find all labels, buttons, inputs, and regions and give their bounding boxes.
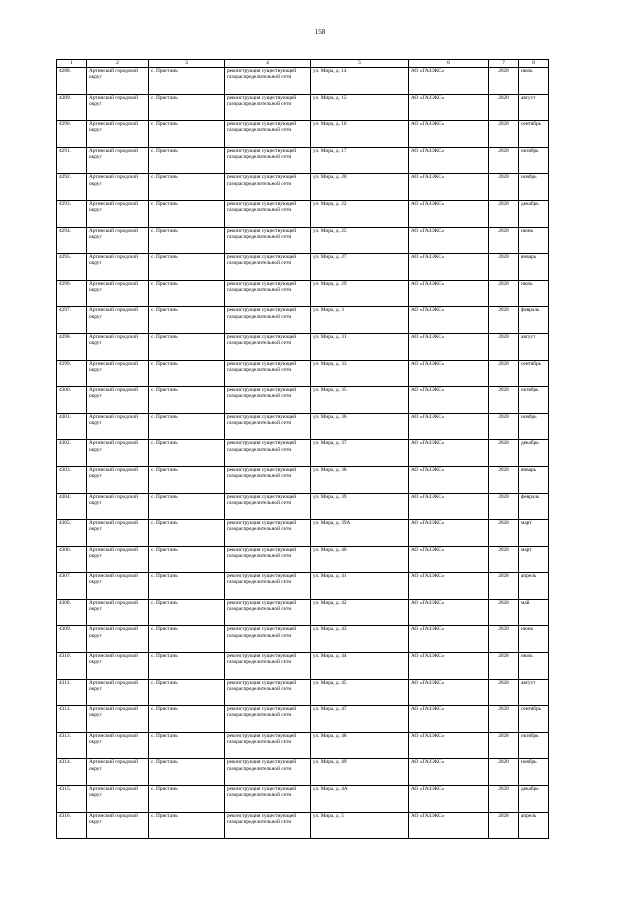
cell-row-number: 4296. [57, 280, 87, 307]
cell-settlement: с. Пристань [149, 732, 225, 759]
cell-municipality: Артинский городской округ [87, 520, 149, 547]
cell-municipality: Артинский городской округ [87, 307, 149, 334]
table-row [57, 653, 549, 680]
table-row [57, 94, 549, 121]
table-row [57, 599, 549, 626]
column-header-2: 2 [87, 60, 149, 68]
cell-settlement: с. Пристань [149, 147, 225, 174]
cell-settlement: с. Пристань [149, 280, 225, 307]
cell-row-number: 4301. [57, 413, 87, 440]
cell-row-number: 4314. [57, 759, 87, 786]
table-row [57, 333, 549, 360]
cell-municipality: Артинский городской округ [87, 732, 149, 759]
cell-row-number: 4305. [57, 520, 87, 547]
cell-organization: АО «ГАЗЭКС» [409, 732, 489, 759]
cell-work-type: реконструкция существующей газораспределительной сети [225, 307, 311, 334]
cell-address: ул. Мира, д. 14 [311, 68, 409, 95]
cell-address: ул. Мира, д. 31 [311, 333, 409, 360]
cell-organization: АО «ГАЗЭКС» [409, 786, 489, 813]
cell-address: ул. Мира, д. 47 [311, 706, 409, 733]
cell-year: 2028 [489, 466, 519, 493]
cell-month: июль [519, 68, 549, 95]
cell-month: март [519, 546, 549, 573]
cell-municipality: Артинский городской округ [87, 440, 149, 467]
table-row [57, 812, 549, 839]
cell-row-number: 4313. [57, 732, 87, 759]
table-row [57, 68, 549, 95]
cell-settlement: с. Пристань [149, 520, 225, 547]
cell-address: ул. Мира, д. 20 [311, 174, 409, 201]
cell-row-number: 4290. [57, 121, 87, 148]
cell-work-type: реконструкция существующей газораспределительной сети [225, 360, 311, 387]
cell-year: 2028 [489, 520, 519, 547]
cell-row-number: 4315. [57, 786, 87, 813]
cell-organization: АО «ГАЗЭКС» [409, 440, 489, 467]
cell-year: 2028 [489, 360, 519, 387]
cell-settlement: с. Пристань [149, 387, 225, 414]
cell-settlement: с. Пристань [149, 573, 225, 600]
cell-row-number: 4302. [57, 440, 87, 467]
cell-row-number: 4288. [57, 68, 87, 95]
cell-row-number: 4300. [57, 387, 87, 414]
table-row [57, 200, 549, 227]
cell-settlement: с. Пристань [149, 413, 225, 440]
cell-work-type: реконструкция существующей газораспределительной сети [225, 280, 311, 307]
cell-organization: АО «ГАЗЭКС» [409, 333, 489, 360]
cell-row-number: 4291. [57, 147, 87, 174]
cell-municipality: Артинский городской округ [87, 599, 149, 626]
cell-address: ул. Мира, д. 43 [311, 626, 409, 653]
cell-work-type: реконструкция существующей газораспределительной сети [225, 94, 311, 121]
cell-month: август [519, 94, 549, 121]
cell-settlement: с. Пристань [149, 626, 225, 653]
cell-work-type: реконструкция существующей газораспределительной сети [225, 68, 311, 95]
cell-organization: АО «ГАЗЭКС» [409, 307, 489, 334]
table-body [57, 68, 549, 839]
cell-settlement: с. Пристань [149, 759, 225, 786]
table-row [57, 546, 549, 573]
cell-row-number: 4292. [57, 174, 87, 201]
cell-address: ул. Мира, д. 35 [311, 387, 409, 414]
table-row [57, 360, 549, 387]
cell-year: 2028 [489, 573, 519, 600]
cell-municipality: Артинский городской округ [87, 546, 149, 573]
cell-municipality: Артинский городской округ [87, 147, 149, 174]
table-row [57, 466, 549, 493]
cell-municipality: Артинский городской округ [87, 200, 149, 227]
cell-organization: АО «ГАЗЭКС» [409, 759, 489, 786]
cell-row-number: 4311. [57, 679, 87, 706]
column-header-1: 1 [57, 60, 87, 68]
cell-month: сентябрь [519, 706, 549, 733]
cell-work-type: реконструкция существующей газораспределительной сети [225, 200, 311, 227]
cell-month: июнь [519, 626, 549, 653]
cell-municipality: Артинский городской округ [87, 387, 149, 414]
cell-year: 2028 [489, 413, 519, 440]
cell-year: 2028 [489, 333, 519, 360]
cell-municipality: Артинский городской округ [87, 653, 149, 680]
cell-organization: АО «ГАЗЭКС» [409, 68, 489, 95]
column-header-3: 3 [149, 60, 225, 68]
cell-settlement: с. Пристань [149, 706, 225, 733]
cell-row-number: 4299. [57, 360, 87, 387]
cell-organization: АО «ГАЗЭКС» [409, 679, 489, 706]
cell-work-type: реконструкция существующей газораспределительной сети [225, 626, 311, 653]
column-header-4: 4 [225, 60, 311, 68]
cell-work-type: реконструкция существующей газораспределительной сети [225, 174, 311, 201]
cell-work-type: реконструкция существующей газораспределительной сети [225, 812, 311, 839]
cell-organization: АО «ГАЗЭКС» [409, 546, 489, 573]
cell-month: ноябрь [519, 174, 549, 201]
cell-address: ул. Мира, д. 17 [311, 147, 409, 174]
cell-month: январь [519, 254, 549, 281]
cell-settlement: с. Пристань [149, 493, 225, 520]
cell-address: ул. Мира, д. 25 [311, 227, 409, 254]
cell-month: февраль [519, 493, 549, 520]
cell-address: ул. Мира, д. 48 [311, 732, 409, 759]
cell-month: ноябрь [519, 759, 549, 786]
cell-year: 2028 [489, 706, 519, 733]
cell-month: август [519, 333, 549, 360]
cell-month: сентябрь [519, 121, 549, 148]
cell-settlement: с. Пристань [149, 546, 225, 573]
table-row [57, 227, 549, 254]
cell-settlement: с. Пристань [149, 174, 225, 201]
cell-work-type: реконструкция существующей газораспределительной сети [225, 466, 311, 493]
cell-year: 2028 [489, 174, 519, 201]
cell-work-type: реконструкция существующей газораспределительной сети [225, 679, 311, 706]
cell-organization: АО «ГАЗЭКС» [409, 573, 489, 600]
cell-work-type: реконструкция существующей газораспределительной сети [225, 387, 311, 414]
cell-organization: АО «ГАЗЭКС» [409, 520, 489, 547]
cell-address: ул. Мира, д. 41 [311, 573, 409, 600]
cell-year: 2028 [489, 812, 519, 839]
cell-work-type: реконструкция существующей газораспределительной сети [225, 759, 311, 786]
cell-municipality: Артинский городской округ [87, 68, 149, 95]
cell-settlement: с. Пристань [149, 254, 225, 281]
column-header-6: 6 [409, 60, 489, 68]
cell-address: ул. Мира, д. 27 [311, 254, 409, 281]
cell-month: октябрь [519, 147, 549, 174]
cell-organization: АО «ГАЗЭКС» [409, 413, 489, 440]
cell-address: ул. Мира, д. 16 [311, 121, 409, 148]
cell-year: 2028 [489, 147, 519, 174]
cell-month: декабрь [519, 200, 549, 227]
cell-month: декабрь [519, 786, 549, 813]
cell-municipality: Артинский городской округ [87, 254, 149, 281]
cell-year: 2028 [489, 387, 519, 414]
cell-organization: АО «ГАЗЭКС» [409, 812, 489, 839]
cell-municipality: Артинский городской округ [87, 174, 149, 201]
cell-address: ул. Мира, д. 38 [311, 466, 409, 493]
cell-work-type: реконструкция существующей газораспределительной сети [225, 493, 311, 520]
cell-settlement: с. Пристань [149, 94, 225, 121]
table-row [57, 413, 549, 440]
cell-settlement: с. Пристань [149, 200, 225, 227]
cell-settlement: с. Пристань [149, 360, 225, 387]
cell-organization: АО «ГАЗЭКС» [409, 254, 489, 281]
cell-municipality: Артинский городской округ [87, 280, 149, 307]
table-row [57, 493, 549, 520]
cell-work-type: реконструкция существующей газораспределительной сети [225, 599, 311, 626]
cell-work-type: реконструкция существующей газораспределительной сети [225, 121, 311, 148]
cell-work-type: реконструкция существующей газораспределительной сети [225, 732, 311, 759]
cell-row-number: 4298. [57, 333, 87, 360]
cell-month: июнь [519, 227, 549, 254]
cell-organization: АО «ГАЗЭКС» [409, 200, 489, 227]
cell-organization: АО «ГАЗЭКС» [409, 626, 489, 653]
cell-organization: АО «ГАЗЭКС» [409, 280, 489, 307]
column-header-8: 8 [519, 60, 549, 68]
cell-month: март [519, 520, 549, 547]
cell-municipality: Артинский городской округ [87, 626, 149, 653]
cell-month: октябрь [519, 387, 549, 414]
cell-settlement: с. Пристань [149, 440, 225, 467]
cell-organization: АО «ГАЗЭКС» [409, 147, 489, 174]
cell-work-type: реконструкция существующей газораспределительной сети [225, 440, 311, 467]
table-row [57, 174, 549, 201]
gas-network-table [56, 59, 549, 839]
cell-work-type: реконструкция существующей газораспределительной сети [225, 227, 311, 254]
cell-year: 2028 [489, 68, 519, 95]
cell-address: ул. Мира, д. 45 [311, 679, 409, 706]
cell-row-number: 4310. [57, 653, 87, 680]
cell-address: ул. Мира, д. 37 [311, 440, 409, 467]
cell-organization: АО «ГАЗЭКС» [409, 466, 489, 493]
cell-year: 2028 [489, 200, 519, 227]
cell-municipality: Артинский городской округ [87, 413, 149, 440]
cell-row-number: 4293. [57, 200, 87, 227]
cell-work-type: реконструкция существующей газораспределительной сети [225, 573, 311, 600]
table-row [57, 440, 549, 467]
table-row [57, 786, 549, 813]
cell-address: ул. Мира, д. 39А [311, 520, 409, 547]
cell-year: 2028 [489, 786, 519, 813]
cell-month: февраль [519, 307, 549, 334]
cell-month: апрель [519, 812, 549, 839]
cell-organization: АО «ГАЗЭКС» [409, 121, 489, 148]
cell-month: май [519, 599, 549, 626]
cell-year: 2028 [489, 626, 519, 653]
cell-work-type: реконструкция существующей газораспределительной сети [225, 254, 311, 281]
cell-address: ул. Мира, д. 44 [311, 653, 409, 680]
table-row [57, 147, 549, 174]
cell-organization: АО «ГАЗЭКС» [409, 706, 489, 733]
cell-address: ул. Мира, д. 39 [311, 493, 409, 520]
cell-year: 2028 [489, 254, 519, 281]
cell-municipality: Артинский городской округ [87, 360, 149, 387]
cell-settlement: с. Пристань [149, 307, 225, 334]
cell-address: ул. Мира, д. 33 [311, 360, 409, 387]
cell-row-number: 4306. [57, 546, 87, 573]
cell-settlement: с. Пристань [149, 653, 225, 680]
cell-address: ул. Мира, д. 42 [311, 599, 409, 626]
cell-municipality: Артинский городской округ [87, 786, 149, 813]
cell-year: 2028 [489, 653, 519, 680]
cell-municipality: Артинский городской округ [87, 812, 149, 839]
table-row [57, 387, 549, 414]
cell-row-number: 4304. [57, 493, 87, 520]
cell-municipality: Артинский городской округ [87, 706, 149, 733]
cell-municipality: Артинский городской округ [87, 466, 149, 493]
cell-municipality: Артинский городской округ [87, 679, 149, 706]
cell-row-number: 4308. [57, 599, 87, 626]
cell-settlement: с. Пристань [149, 679, 225, 706]
cell-organization: АО «ГАЗЭКС» [409, 387, 489, 414]
cell-municipality: Артинский городской округ [87, 493, 149, 520]
cell-month: июль [519, 280, 549, 307]
cell-settlement: с. Пристань [149, 786, 225, 813]
cell-address: ул. Мира, д. 4А [311, 786, 409, 813]
cell-settlement: с. Пристань [149, 812, 225, 839]
cell-year: 2028 [489, 307, 519, 334]
table-row [57, 759, 549, 786]
cell-year: 2028 [489, 440, 519, 467]
table-row [57, 520, 549, 547]
cell-address: ул. Мира, д. 49 [311, 759, 409, 786]
cell-settlement: с. Пристань [149, 466, 225, 493]
cell-row-number: 4307. [57, 573, 87, 600]
cell-work-type: реконструкция существующей газораспределительной сети [225, 546, 311, 573]
cell-municipality: Артинский городской округ [87, 227, 149, 254]
cell-month: июль [519, 653, 549, 680]
cell-municipality: Артинский городской округ [87, 759, 149, 786]
cell-row-number: 4303. [57, 466, 87, 493]
cell-organization: АО «ГАЗЭКС» [409, 360, 489, 387]
cell-municipality: Артинский городской округ [87, 333, 149, 360]
table-row [57, 732, 549, 759]
cell-address: ул. Мира, д. 36 [311, 413, 409, 440]
column-header-7: 7 [489, 60, 519, 68]
table-row [57, 307, 549, 334]
cell-address: ул. Мира, д. 40 [311, 546, 409, 573]
cell-year: 2028 [489, 280, 519, 307]
cell-row-number: 4312. [57, 706, 87, 733]
cell-settlement: с. Пристань [149, 599, 225, 626]
cell-year: 2028 [489, 599, 519, 626]
table-row [57, 706, 549, 733]
cell-row-number: 4297. [57, 307, 87, 334]
cell-row-number: 4289. [57, 94, 87, 121]
table-row [57, 121, 549, 148]
cell-month: сентябрь [519, 360, 549, 387]
cell-month: декабрь [519, 440, 549, 467]
cell-organization: АО «ГАЗЭКС» [409, 599, 489, 626]
cell-year: 2028 [489, 121, 519, 148]
cell-year: 2028 [489, 732, 519, 759]
column-header-5: 5 [311, 60, 409, 68]
cell-municipality: Артинский городской округ [87, 121, 149, 148]
table-row [57, 626, 549, 653]
table-header [57, 60, 549, 68]
cell-settlement: с. Пристань [149, 227, 225, 254]
table-row [57, 280, 549, 307]
table-row [57, 679, 549, 706]
cell-work-type: реконструкция существующей газораспределительной сети [225, 520, 311, 547]
table-row [57, 254, 549, 281]
cell-settlement: с. Пристань [149, 333, 225, 360]
cell-address: ул. Мира, д. 15 [311, 94, 409, 121]
cell-row-number: 4316. [57, 812, 87, 839]
cell-organization: АО «ГАЗЭКС» [409, 94, 489, 121]
cell-settlement: с. Пристань [149, 68, 225, 95]
cell-year: 2028 [489, 94, 519, 121]
header-row [57, 60, 549, 68]
cell-settlement: с. Пристань [149, 121, 225, 148]
cell-year: 2028 [489, 679, 519, 706]
cell-work-type: реконструкция существующей газораспределительной сети [225, 706, 311, 733]
page-number: 158 [314, 28, 326, 36]
cell-year: 2028 [489, 227, 519, 254]
cell-month: август [519, 679, 549, 706]
cell-municipality: Артинский городской округ [87, 573, 149, 600]
cell-municipality: Артинский городской округ [87, 94, 149, 121]
cell-row-number: 4309. [57, 626, 87, 653]
cell-row-number: 4294. [57, 227, 87, 254]
cell-row-number: 4295. [57, 254, 87, 281]
cell-year: 2028 [489, 546, 519, 573]
document-table-wrapper [56, 59, 548, 839]
cell-month: октябрь [519, 732, 549, 759]
cell-organization: АО «ГАЗЭКС» [409, 227, 489, 254]
cell-month: январь [519, 466, 549, 493]
cell-year: 2028 [489, 493, 519, 520]
cell-month: ноябрь [519, 413, 549, 440]
cell-organization: АО «ГАЗЭКС» [409, 653, 489, 680]
cell-organization: АО «ГАЗЭКС» [409, 174, 489, 201]
cell-address: ул. Мира, д. 5 [311, 812, 409, 839]
cell-address: ул. Мира, д. 22 [311, 200, 409, 227]
cell-month: апрель [519, 573, 549, 600]
table-row [57, 573, 549, 600]
cell-organization: АО «ГАЗЭКС» [409, 493, 489, 520]
cell-address: ул. Мира, д. 29 [311, 280, 409, 307]
cell-address: ул. Мира, д. 3 [311, 307, 409, 334]
cell-work-type: реконструкция существующей газораспределительной сети [225, 413, 311, 440]
cell-year: 2028 [489, 759, 519, 786]
cell-work-type: реконструкция существующей газораспределительной сети [225, 786, 311, 813]
cell-work-type: реконструкция существующей газораспределительной сети [225, 333, 311, 360]
cell-work-type: реконструкция существующей газораспределительной сети [225, 147, 311, 174]
cell-work-type: реконструкция существующей газораспределительной сети [225, 653, 311, 680]
